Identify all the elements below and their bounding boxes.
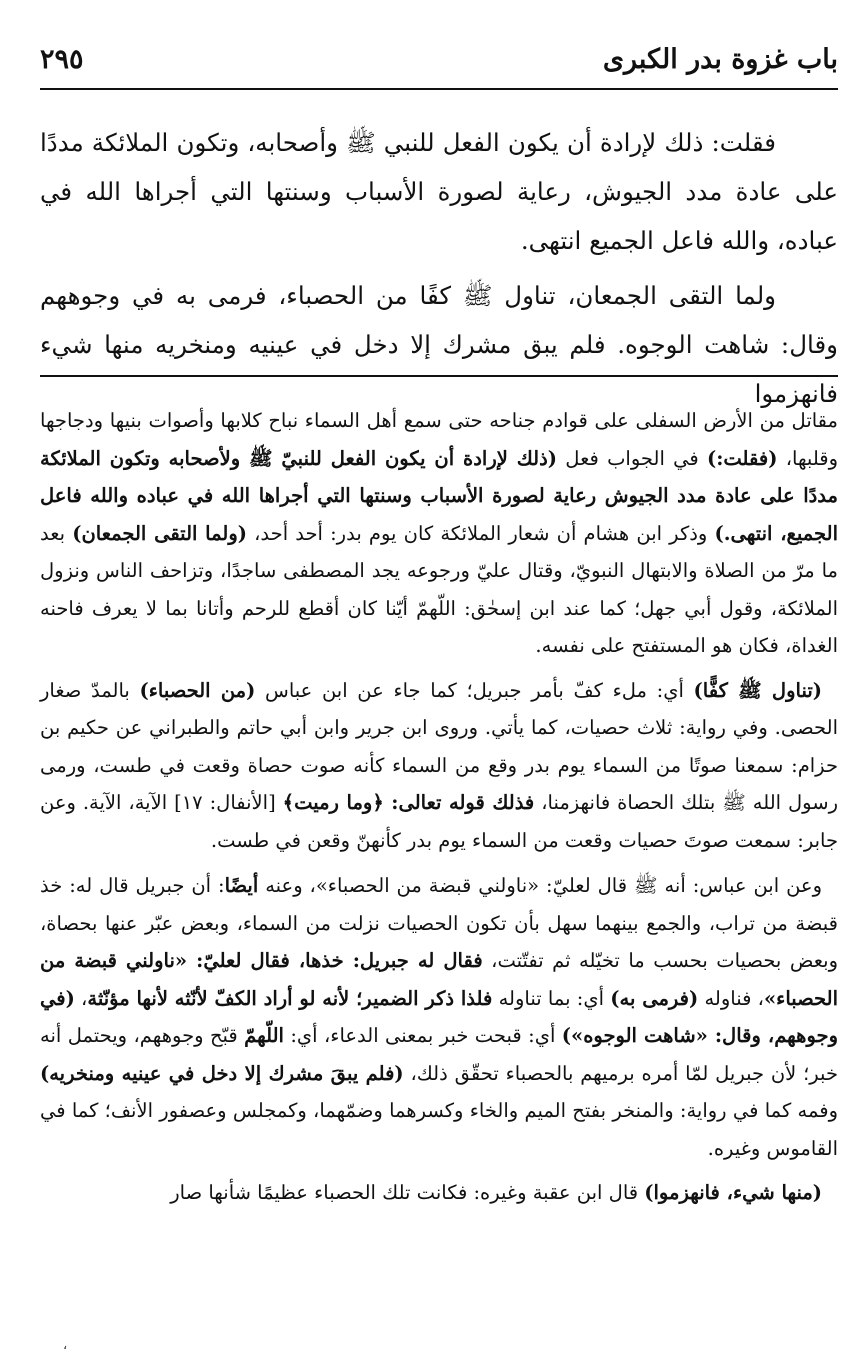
bold-segment: (منها شيء، فانهزموا) — [644, 1181, 822, 1204]
text-segment: أي: بما تناوله — [492, 986, 611, 1010]
commentary — [40, 402, 838, 1219]
bold-segment: فقال له جبريل: خذها، فقال لعليّ: «ناولني قبضة من الحصباء» — [40, 949, 839, 1010]
bold-segment: (ولما التقى الجمعان) — [72, 521, 247, 545]
text-segment: وفمه كما في رواية: والمنخر بفتح الميم والخاء وكسرهما وضمّهما، وكمجلس وعصفور الأنف؛ كما في القاموس وغيره. — [40, 1099, 838, 1160]
bold-segment: (فلم يبقَ مشرك إلا دخل في عينيه ومنخريه) — [40, 1061, 404, 1085]
text-segment: بعد ما مرّ من الصلاة والابتهال النبويّ، وقتال عليّ ورجوعه يجد المصطفى ساجدًا، وتزاحف الناس ونزول الملائكة، وقول أبي جهل؛ كما عند ابن إسحٰق: اللّهمّ أيّنا كان أقطع للرحم وأتانا بما لا يعرف فاحنه الغداة، فكان هو المستفتح على نفسه. — [40, 521, 838, 657]
text-segment: أي: قبحت خبر بمعنى الدعاء، أي: — [283, 1024, 562, 1047]
bold-segment: فلذا ذكر الضمير؛ لأنه لو أراد الكفّ لأنّثه لأنها مؤنّثة — [87, 986, 493, 1010]
footnote-separator — [40, 375, 838, 377]
text-segment: [الأنفال: ١٧] الآية، الآية. وعن جابر: سمعت صوتَ حصيات وقعت من السماء يوم بدر كأنهنّ وقعن في طست. — [40, 791, 838, 852]
page-number: ٢٩٥ — [40, 44, 84, 75]
main-paragraph-1: فقلت: ذلك لإرادة أن يكون الفعل للنبي ﷺ وأصحابه، وتكون الملائكة مددًا على عادة مدد الجيوش، رعاية لصورة الأسباب وسنتها التي أجراها الله في عباده، والله فاعل الجميع انتهى. — [40, 128, 838, 255]
text-segment: : أن جبريل قال له: خذ قبضة من تراب، والجمع بينهما سهل بأن تكون الحصيات نزلت من السماء، وبعض عبّر عنها بحصاة، وبعض بحصيات بحسب ما تخيّله ثم تفتّتت، — [40, 874, 838, 972]
running-title: باب غزوة بدر الكبرى — [602, 44, 838, 75]
commentary-paragraph-2 — [40, 672, 838, 860]
text-segment: في الجواب فعل — [557, 446, 707, 470]
text-segment: وذكر ابن هشام أن شعار الملائكة كان يوم بدر: أحد أحد، — [246, 521, 715, 545]
page-header — [40, 38, 838, 88]
bold-segment: (من الحصباء) — [139, 678, 256, 702]
text-segment: مقاتل من الأرض السفلى على قوادم جناحه حتى سمع أهل السماء نباح كلابها وأصوات بنيها ودجاجها وقلبها، — [40, 409, 839, 470]
text-segment: ، — [74, 986, 88, 1010]
commentary-paragraph-1 — [40, 402, 838, 665]
bold-segment: (ذلك لإرادة أن يكون الفعل للنبيّ ﷺ ولأصحابه وتكون الملائكة مددًا على عادة مدد الجيوش رعاية لصورة الأسباب وسنتها التي أجراها الله في عباده والله فاعل الجميع، انتهى.) — [40, 446, 838, 545]
main-paragraph-2: ولما التقى الجمعان، تناول ﷺ كفًا من الحصباء، فرمى به في وجوههم وقال: شاهت الوجوه. فلم يبق مشرك إلا دخل في عينيه ومنخريه منها شيء فانهزموا — [40, 281, 838, 408]
text-segment: وعن ابن عباس: أنه ﷺ قال لعليّ: «ناولني قبضة من الحصباء»، وعنه — [258, 874, 822, 897]
bold-segment: اللّهمّ — [244, 1024, 284, 1047]
commentary-paragraph-4 — [40, 1174, 838, 1212]
bold-segment: (فقلت:) — [706, 446, 778, 470]
bold-segment: (في وجوههم، وقال: «شاهت الوجوه») — [40, 986, 838, 1047]
text-segment: قبّح وجوههم، ويحتمل أنه خبر؛ لأن جبريل لمّا أمره برميهم بالحصباء تحقّق ذلك، — [40, 1024, 838, 1085]
bold-segment: فذلك قوله تعالى: ﴿وما رميت﴾ — [282, 791, 535, 814]
bold-segment: أيضًا — [224, 874, 259, 897]
footer-mark: ، — [63, 1338, 68, 1353]
text-segment: أي: ملء كفّ بأمر جبريل؛ كما جاء عن ابن عباس — [255, 678, 694, 702]
text-segment: بالمدّ صغار الحصى. وفي رواية: ثلاث حصيات، كما يأتي. وروى ابن جرير وابن أبي حاتم والطبراني عن حكيم بن حزام: سمعنا صوتًا من السماء يوم بدر وقع من السماء كأنه صوت حصاة وقعت في طست، ورمى رسول الله ﷺ بتلك الحصاة فانهزمنا، — [40, 678, 838, 814]
main-text — [40, 118, 838, 424]
header-rule — [40, 88, 838, 90]
commentary-paragraph-3 — [40, 867, 838, 1167]
text-segment: قال ابن عقبة وغيره: فكانت تلك الحصباء عظيمًا شأنها صار — [170, 1181, 645, 1204]
bold-segment: (تناول ﷺ كفًّا) — [693, 678, 822, 702]
text-segment: ، فناوله — [698, 986, 764, 1010]
bold-segment: (فرمى به) — [610, 986, 699, 1010]
